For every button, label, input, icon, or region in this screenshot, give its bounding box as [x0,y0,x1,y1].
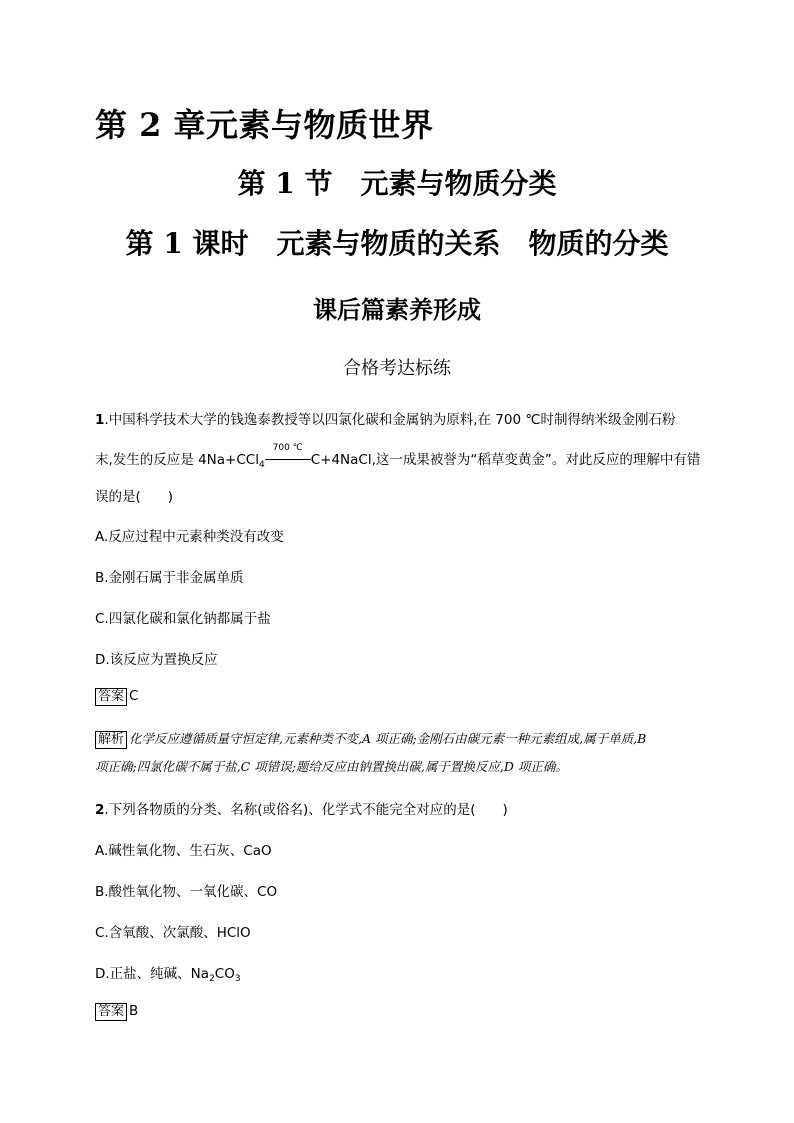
q1-analysis-line1 [95,729,646,749]
lesson-title: 第 1 课时 元素与物质的关系 物质的分类 [125,227,669,260]
q1-number: 1 [95,412,105,428]
q1-line2-post: C+4NaCl,这一成果被誉为“稻草变黄金”。对此反应的理解中有错 [310,452,701,468]
q1-option-d: D.该反应为置换反应 [95,652,218,668]
q1-line1-text: .中国科学技术大学的钱逸泰教授等以四氯化碳和金属钠为原料,在 700 ℃时制得纳米级金刚石粉 [104,412,676,428]
sub-title: 合格考达标练 [343,358,451,379]
reaction-arrow [265,443,311,467]
reaction-line [265,459,311,460]
q1-line2-pre: 末,发生的反应是 4Na+CCl [95,452,259,468]
q1-line2 [95,443,701,470]
q1-option-a: A.反应过程中元素种类没有改变 [95,529,284,545]
q1-analysis-line2: 项正确;四氯化碳不属于盐,C 项错误;题给反应由钠置换出碳,属于置换反应,D 项正确。 [95,759,568,774]
q1-option-c: C.四氯化碳和氯化钠都属于盐 [95,611,271,627]
q1-analysis-text1: 化学反应遵循质量守恒定律,元素种类不变,A 项正确;金刚石由碳元素一种元素组成,属于单质,B [129,731,647,746]
q1-answer [95,688,138,706]
part-title: 课后篇素养形成 [313,295,481,324]
analysis-label: 解析 [95,731,127,749]
chapter-title: 第 2 章元素与物质世界 [95,106,434,144]
section-title: 第 1 节 元素与物质分类 [237,167,557,200]
q1-line1 [95,408,676,428]
q2-answer-value: B [129,1003,139,1019]
q1-answer-value: C [129,688,139,704]
answer-label: 答案 [95,688,127,706]
q2-stem-text: .下列各物质的分类、名称(或俗名)、化学式不能完全对应的是( ) [104,802,508,818]
reaction-condition: 700 ℃ [272,443,303,453]
q1-line3: 误的是( ) [95,489,174,505]
q1-option-b: B.金刚石属于非金属单质 [95,570,244,586]
q2-option-d [95,962,241,984]
q2-option-a: A.碱性氧化物、生石灰、CaO [95,843,272,859]
q2-option-d-sub2: 3 [234,974,241,984]
q2-option-b: B.酸性氧化物、一氧化碳、CO [95,884,278,900]
q2-stem [95,798,508,818]
q1-line2-sub: 4 [258,460,265,470]
q2-option-d-mid: CO [214,966,235,982]
q2-answer [95,1003,138,1021]
answer-label: 答案 [95,1003,127,1021]
q2-option-d-pre: D.正盐、纯碱、Na [95,966,210,982]
q2-option-c: C.含氧酸、次氯酸、HClO [95,925,251,941]
q2-option-d-sub1: 2 [209,974,215,984]
q2-number: 2 [95,802,105,818]
